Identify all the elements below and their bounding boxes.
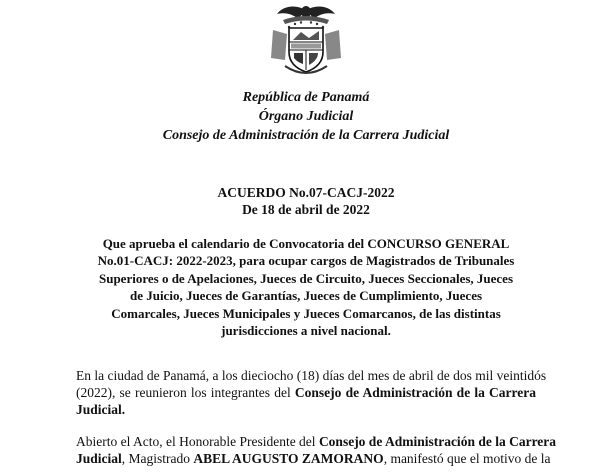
paragraph-line	[76, 401, 536, 418]
subject-line: de Juicio, Jueces de Garantías, Jueces de Cumplimiento, Jueces	[129, 288, 483, 304]
paragraph-text: , Magistrado	[121, 451, 194, 466]
institution-header	[0, 88, 612, 145]
paragraph-line: En la ciudad de Panamá, a los dieciocho (18) días del mes de abril de dos mil veintidós	[76, 368, 547, 383]
paragraph-text: , manifestó que el motivo de la	[383, 451, 551, 466]
subject-text: Que aprueba el calendario de Convocatoria del	[102, 236, 368, 251]
country-name: República de Panamá	[242, 90, 370, 105]
agreement-number: ACUERDO No.07-CACJ-2022	[217, 185, 395, 200]
council-name-bold: Judicial	[76, 402, 122, 417]
council-name-bold: Consejo de Administración de la Carrera	[294, 385, 537, 400]
council-name-bold: Judicial	[76, 451, 122, 466]
subject-text: No.01-CACJ: 2022-2023	[97, 253, 233, 269]
paragraph-line	[76, 450, 551, 467]
subject-line: jurisdicciones a nivel nacional.	[221, 323, 391, 339]
paragraph-opening	[76, 367, 547, 418]
subject-line: Comarcales, Jueces Municipales y Jueces Comarcanos, de las distintas	[111, 305, 501, 321]
subject-text: , para ocupar cargos de Magistrados de Tribunales	[232, 253, 515, 269]
agreement-heading	[0, 184, 612, 218]
paragraph-text: .	[121, 402, 126, 417]
agreement-date: De 18 de abril de 2022	[242, 202, 370, 217]
paragraph-line	[76, 433, 557, 450]
council-name: Consejo de Administración de la Carrera Judicial	[162, 128, 450, 143]
subject-line: Superiores o de Apelaciones, Jueces de Circuito, Jueces Seccionales, Jueces	[98, 270, 514, 286]
subject-line	[96, 235, 516, 252]
branch-name: Órgano Judicial	[258, 109, 354, 124]
subject-line	[96, 252, 516, 269]
council-name-bold: Consejo de Administración de la Carrera	[318, 434, 557, 449]
subject-text: CONCURSO GENERAL	[367, 236, 510, 251]
agreement-subject	[96, 235, 516, 339]
coat-of-arms-seal	[265, 0, 347, 78]
paragraph-text: (2022), se reunieron los integrantes del	[76, 385, 295, 400]
paragraph-text: Abierto el Acto, el Honorable Presidente del	[76, 434, 319, 449]
magistrate-name: ABEL AUGUSTO ZAMORANO	[193, 451, 384, 466]
paragraph-line	[76, 384, 536, 401]
paragraph-proceedings	[76, 433, 557, 467]
